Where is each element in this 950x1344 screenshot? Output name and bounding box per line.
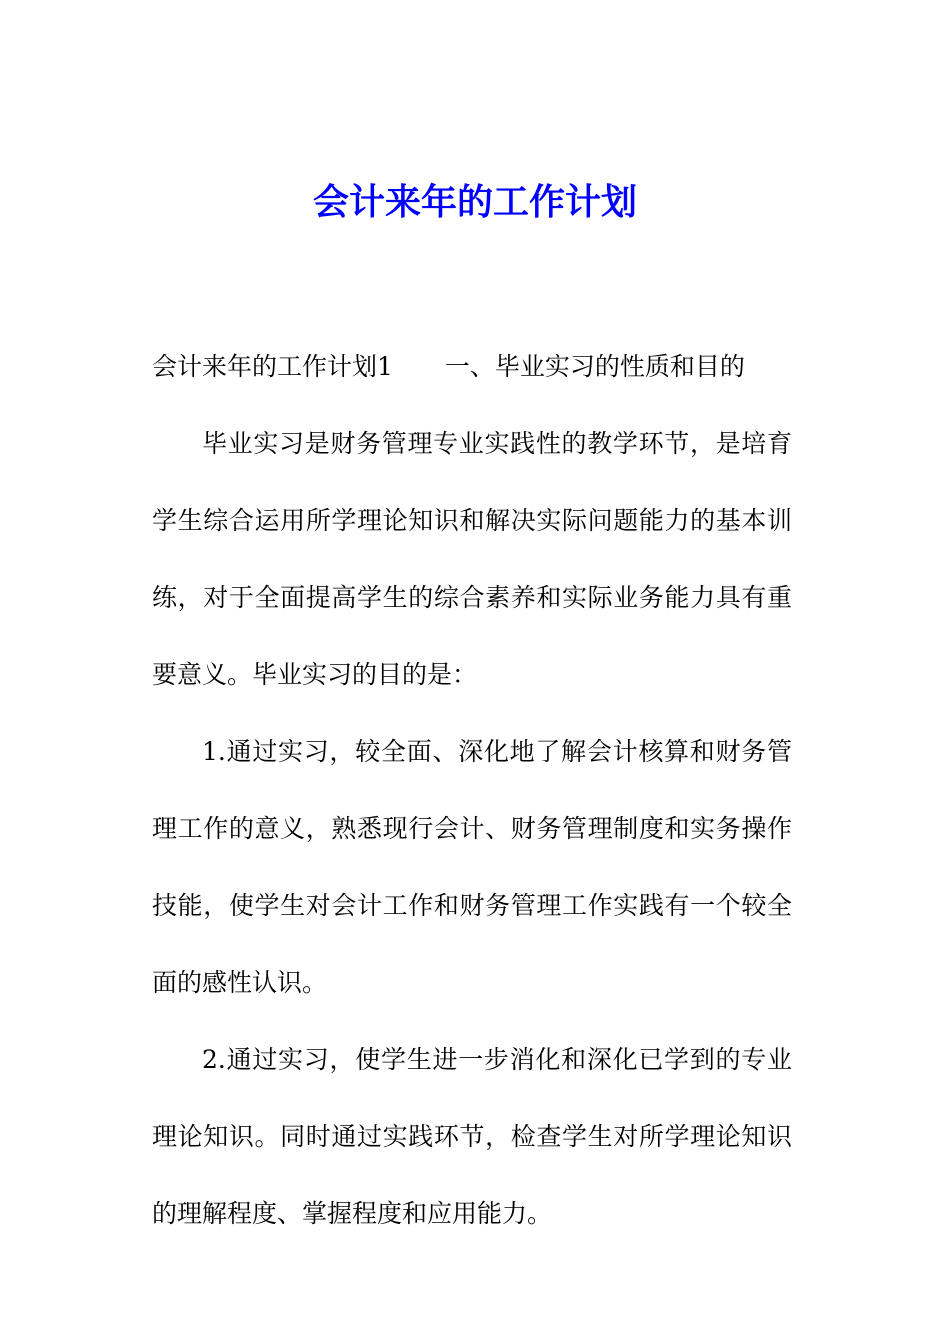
paragraph-item-2: 2.通过实习，使学生进一步消化和深化已学到的专业理论知识。同时通过实践环节，检查学生对所学理论知识的理解程度、掌握程度和应用能力。: [152, 1045, 792, 1228]
paragraph-purpose: 毕业实习是财务管理专业实践性的教学环节，是培育学生综合运用所学理论知识和解决实际问题能力的基本训练，对于全面提高学生的综合素养和实际业务能力具有重要意义。毕业实习的目的是：: [152, 429, 792, 689]
paragraph-item-1: 1.通过实习，较全面、深化地了解会计核算和财务管理工作的意义，熟悉现行会计、财务管理制度和实务操作技能，使学生对会计工作和财务管理工作实践有一个较全面的感性认识。: [152, 737, 792, 997]
section-heading: 一、毕业实习的性质和目的: [444, 352, 745, 381]
intro-line: [152, 328, 792, 405]
document-title: 会计来年的工作计划: [312, 181, 637, 223]
plan-subtitle: 会计来年的工作计划1: [152, 352, 393, 381]
document-body: [152, 328, 792, 1252]
